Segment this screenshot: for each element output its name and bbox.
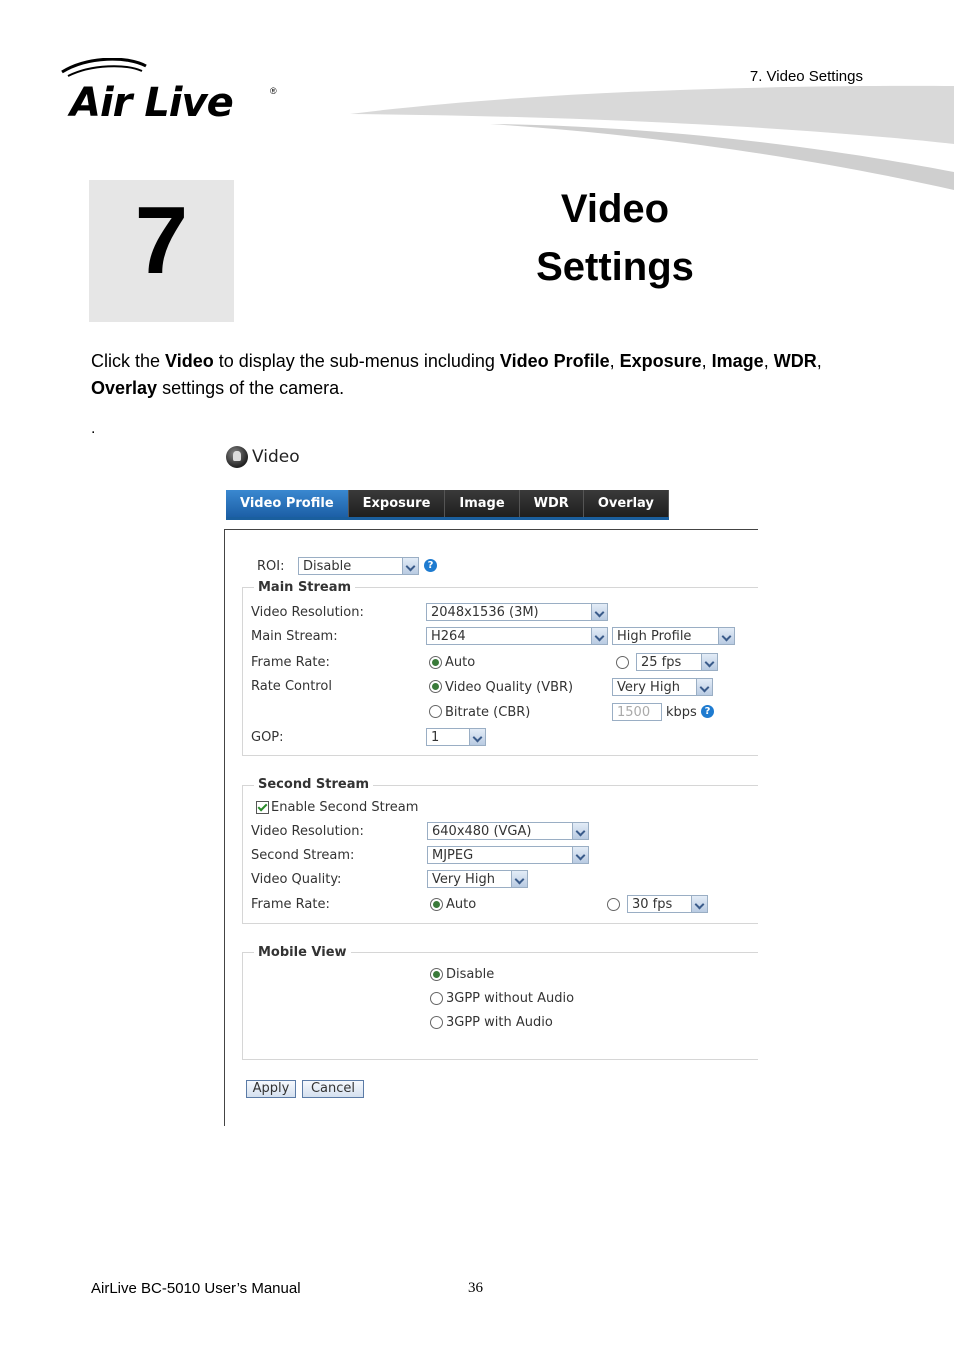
second-quality-label: Video Quality: xyxy=(251,872,342,887)
intro-text: settings of the camera. xyxy=(157,378,345,398)
second-codec-value: MJPEG xyxy=(432,848,474,863)
enable-second-stream-checkbox[interactable] xyxy=(256,801,269,814)
chevron-down-icon xyxy=(718,628,734,644)
main-frame-rate-auto-label: Auto xyxy=(445,655,476,670)
main-quality-select[interactable] xyxy=(612,678,713,696)
intro-bold-video-profile: Video Profile xyxy=(499,351,610,371)
second-resolution-select[interactable] xyxy=(427,822,589,840)
intro-bold-video: Video xyxy=(165,351,214,371)
main-codec-value: H264 xyxy=(431,629,466,644)
airlive-logo xyxy=(58,58,288,128)
tab-exposure[interactable]: Exposure xyxy=(349,490,446,517)
chapter-number-box xyxy=(89,180,234,322)
intro-text: , xyxy=(609,351,620,371)
panel-title-text: Video xyxy=(252,447,300,467)
cancel-button[interactable]: Cancel xyxy=(302,1080,364,1098)
tab-image[interactable]: Image xyxy=(445,490,519,517)
chevron-down-icon xyxy=(696,679,712,695)
second-resolution-value: 640x480 (VGA) xyxy=(432,824,532,839)
apply-button[interactable]: Apply xyxy=(246,1080,296,1098)
second-stream-label: Second Stream: xyxy=(251,848,355,863)
footer-manual-title: AirLive BC-5010 User’s Manual xyxy=(91,1280,301,1297)
second-stream-legend: Second Stream xyxy=(254,777,373,792)
tab-overlay[interactable]: Overlay xyxy=(584,490,669,517)
intro-text: , xyxy=(816,351,822,371)
content-frame-top xyxy=(224,529,758,530)
intro-bold-exposure: Exposure xyxy=(619,351,702,371)
stray-period: . xyxy=(91,420,96,437)
main-fps-select[interactable] xyxy=(636,653,718,671)
roi-select[interactable] xyxy=(298,557,419,575)
main-frame-rate-auto-radio[interactable] xyxy=(429,656,442,669)
chapter-title xyxy=(470,180,760,296)
main-resolution-select[interactable] xyxy=(426,603,608,621)
mobile-3gpp-audio-radio[interactable] xyxy=(430,1016,443,1029)
mobile-option-label: 3GPP with Audio xyxy=(446,1015,553,1030)
intro-bold-wdr: WDR xyxy=(773,351,817,371)
main-resolution-value: 2048x1536 (3M) xyxy=(431,605,539,620)
main-profile-select[interactable] xyxy=(612,627,735,645)
chevron-down-icon xyxy=(511,871,527,887)
chapter-title-line1: Video xyxy=(560,187,670,231)
second-codec-select[interactable] xyxy=(427,846,589,864)
bitrate-input[interactable] xyxy=(612,703,662,721)
chevron-down-icon xyxy=(469,729,485,745)
chevron-down-icon xyxy=(701,654,717,670)
camera-icon xyxy=(226,446,248,468)
enable-second-stream-label: Enable Second Stream xyxy=(271,800,419,815)
roi-select-value: Disable xyxy=(303,559,352,574)
second-resolution-label: Video Resolution: xyxy=(251,824,364,839)
cbr-radio[interactable] xyxy=(429,705,442,718)
main-fps-value: 25 fps xyxy=(641,655,682,670)
chevron-down-icon xyxy=(691,896,707,912)
logo-registered-mark: ® xyxy=(270,86,277,96)
chevron-down-icon xyxy=(572,823,588,839)
running-header: 7. Video Settings xyxy=(749,68,863,85)
intro-text: , xyxy=(763,351,774,371)
mobile-disable-radio[interactable] xyxy=(430,968,443,981)
panel-title xyxy=(226,444,300,470)
help-icon[interactable]: ? xyxy=(424,559,437,572)
intro-text: to display the sub-menus including xyxy=(213,351,500,371)
mobile-3gpp-no-audio-radio[interactable] xyxy=(430,992,443,1005)
main-frame-rate-manual-radio[interactable] xyxy=(616,656,629,669)
second-frame-rate-label: Frame Rate: xyxy=(251,897,330,912)
mobile-option-label: Disable xyxy=(446,967,495,982)
mobile-view-legend: Mobile View xyxy=(254,945,351,960)
cbr-label: Bitrate (CBR) xyxy=(445,705,531,720)
chevron-down-icon xyxy=(591,604,607,620)
help-icon[interactable]: ? xyxy=(701,705,714,718)
intro-text: Click the xyxy=(91,351,166,371)
logo-wordmark: Air Live xyxy=(70,80,233,126)
chapter-number: 7 xyxy=(134,187,189,294)
second-quality-select[interactable] xyxy=(427,870,528,888)
tab-video-profile[interactable]: Video Profile xyxy=(226,490,349,517)
page-number: 36 xyxy=(468,1280,483,1296)
second-quality-value: Very High xyxy=(432,872,495,887)
bitrate-unit: kbps xyxy=(666,705,697,720)
main-profile-value: High Profile xyxy=(617,629,692,644)
content-frame-left xyxy=(224,529,225,1126)
second-frame-rate-auto-label: Auto xyxy=(446,897,477,912)
intro-bold-image: Image xyxy=(711,351,764,371)
second-fps-select[interactable] xyxy=(627,895,708,913)
main-codec-select[interactable] xyxy=(426,627,608,645)
main-stream-legend: Main Stream xyxy=(254,580,355,595)
mobile-view-fieldset xyxy=(242,952,758,1060)
roi-label: ROI: xyxy=(257,559,285,574)
second-fps-value: 30 fps xyxy=(632,897,673,912)
intro-text: , xyxy=(701,351,712,371)
rate-control-label: Rate Control xyxy=(251,679,332,694)
main-frame-rate-label: Frame Rate: xyxy=(251,655,330,670)
vbr-label: Video Quality (VBR) xyxy=(445,680,574,695)
bitrate-value: 1500 xyxy=(617,705,651,720)
chevron-down-icon xyxy=(591,628,607,644)
vbr-radio[interactable] xyxy=(429,680,442,693)
main-stream-label: Main Stream: xyxy=(251,629,338,644)
gop-label: GOP: xyxy=(251,730,284,745)
main-resolution-label: Video Resolution: xyxy=(251,605,364,620)
video-settings-panel xyxy=(222,440,758,1130)
gop-value: 1 xyxy=(431,730,440,745)
tab-wdr[interactable]: WDR xyxy=(520,490,584,517)
intro-paragraph xyxy=(91,348,891,402)
second-frame-rate-auto-radio[interactable] xyxy=(430,898,443,911)
second-frame-rate-manual-radio[interactable] xyxy=(607,898,620,911)
main-quality-value: Very High xyxy=(617,680,680,695)
tab-bar xyxy=(226,490,669,520)
chapter-title-line2: Settings xyxy=(536,245,694,289)
intro-bold-overlay: Overlay xyxy=(91,378,158,398)
gop-select[interactable] xyxy=(426,728,486,746)
mobile-option-label: 3GPP without Audio xyxy=(446,991,575,1006)
chevron-down-icon xyxy=(402,558,418,574)
chevron-down-icon xyxy=(572,847,588,863)
